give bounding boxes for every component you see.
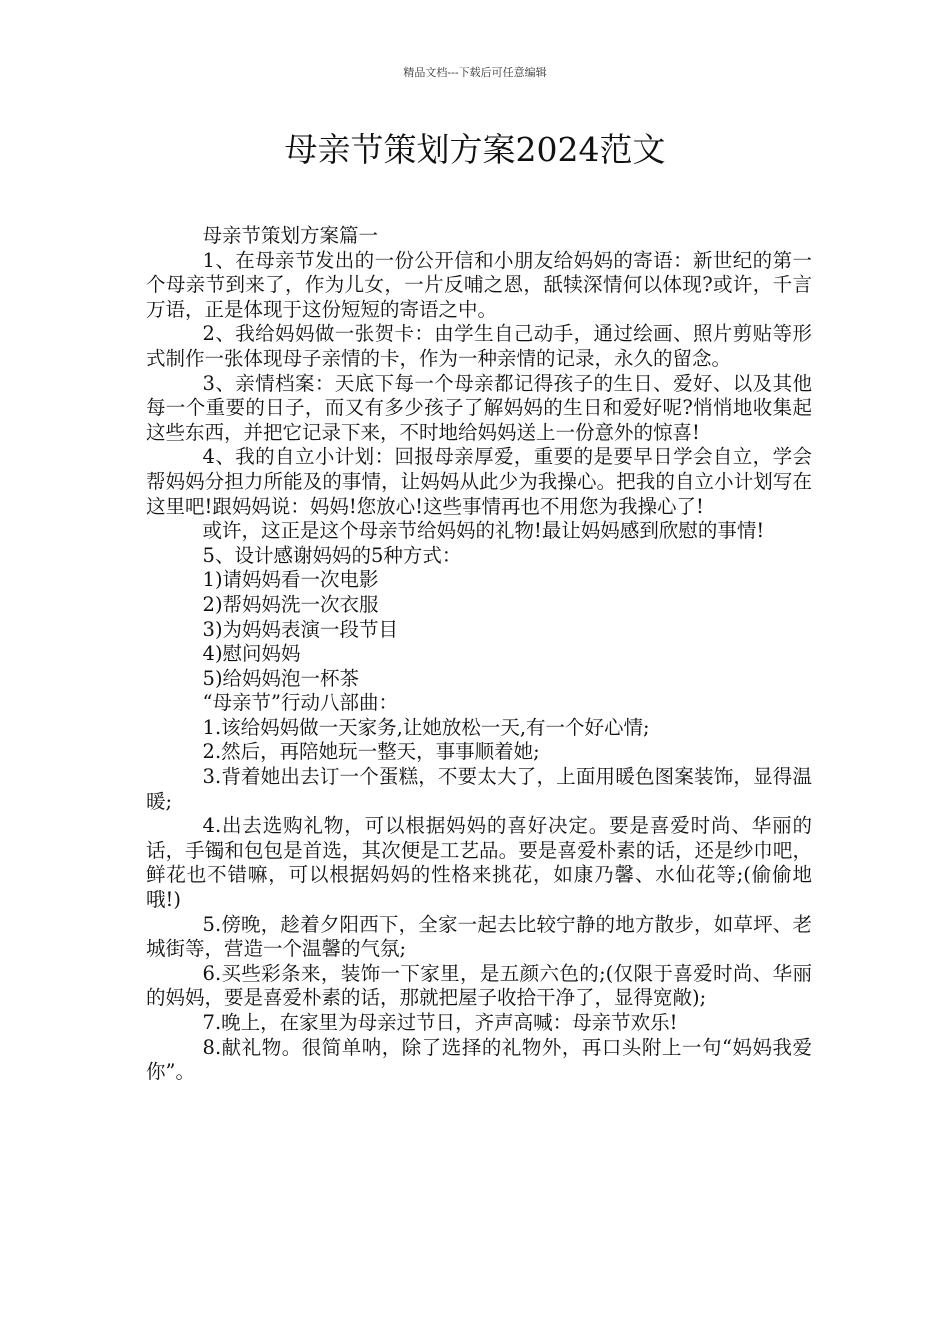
step-item: 6.买些彩条来，装饰一下家里，是五颜六色的;(仅限于喜爱时尚、华丽的妈妈，要是喜爱朴素的话，那就把屋子收拾干净了，显得宽敞); [146,961,812,1010]
step-item: 3.背着她出去订一个蛋糕，不要太大了，上面用暖色图案装饰，显得温暖; [146,765,812,813]
paragraph-1: 1、在母亲节发出的一份公开信和小朋友给妈妈的寄语：新世纪的第一个母亲节到来了，作为儿女，一片反哺之恩，舐犊深情何以体现?或许，千言万语，正是体现于这份短短的寄语之中。 [146,248,812,321]
paragraph-5: 或许，这正是这个母亲节给妈妈的礼物!最让妈妈感到欣慰的事情! [202,519,765,543]
list-item: 5)给妈妈泡一杯茶 [202,666,360,690]
list-item: 3)为妈妈表演一段节目 [202,617,399,641]
step-item: 5.傍晚，趁着夕阳西下，全家一起去比较宁静的地方散步，如草坪、老城街等，营造一个温馨的气氛; [146,912,812,961]
step-item: 7.晚上，在家里为母亲过节日，齐声高喊：母亲节欢乐! [202,1011,678,1034]
section-heading: 母亲节策划方案篇一 [202,224,379,247]
document-body [146,224,812,1085]
paragraph-6: 5、设计感谢妈妈的5种方式： [202,543,462,567]
step-item: 1.该给妈妈做一天家务,让她放松一天,有一个好心情; [202,715,650,739]
subsection-heading: “母亲节”行动八部曲： [202,691,398,715]
header-note: 精品文档---下载后可任意编辑 [403,66,547,79]
list-item: 4)慰问妈妈 [202,642,301,666]
document-title: 母亲节策划方案2024范文 [284,130,666,169]
list-item: 2)帮妈妈洗一次衣服 [202,592,379,616]
step-item: 8.献礼物。很简单呐，除了选择的礼物外，再口头附上一句“妈妈我爱你”。 [146,1035,812,1084]
paragraph-4: 4、我的自立小计划：回报母亲厚爱，重要的是要早日学会自立，学会帮妈妈分担力所能及的事情，让妈妈从此少为我操心。把我的自立小计划写在这里吧!跟妈妈说：妈妈!您放心!这些事情再也不用您为我操心了! [146,445,812,518]
paragraph-3: 3、亲情档案：天底下每一个母亲都记得孩子的生日、爱好、以及其他每一个重要的日子，而又有多少孩子了解妈妈的生日和爱好呢?悄悄地收集起这些东西，并把它记录下来，不时地给妈妈送上一份意外的惊喜! [146,371,812,444]
step-item: 4.出去选购礼物，可以根据妈妈的喜好决定。要是喜爱时尚、华丽的话，手镯和包包是首选，其次便是工艺品。要是喜爱朴素的话，还是纱巾吧，鲜花也不错嘛，可以根据妈妈的性格来挑花，如康乃馨、水仙花等;(偷偷地哦!) [146,814,812,912]
list-item: 1)请妈妈看一次电影 [202,568,379,592]
step-item: 2.然后，再陪她玩一整天，事事顺着她; [202,740,540,764]
paragraph-2: 2、我给妈妈做一张贺卡：由学生自己动手，通过绘画、照片剪贴等形式制作一张体现母子亲情的卡，作为一种亲情的记录，永久的留念。 [146,322,812,370]
